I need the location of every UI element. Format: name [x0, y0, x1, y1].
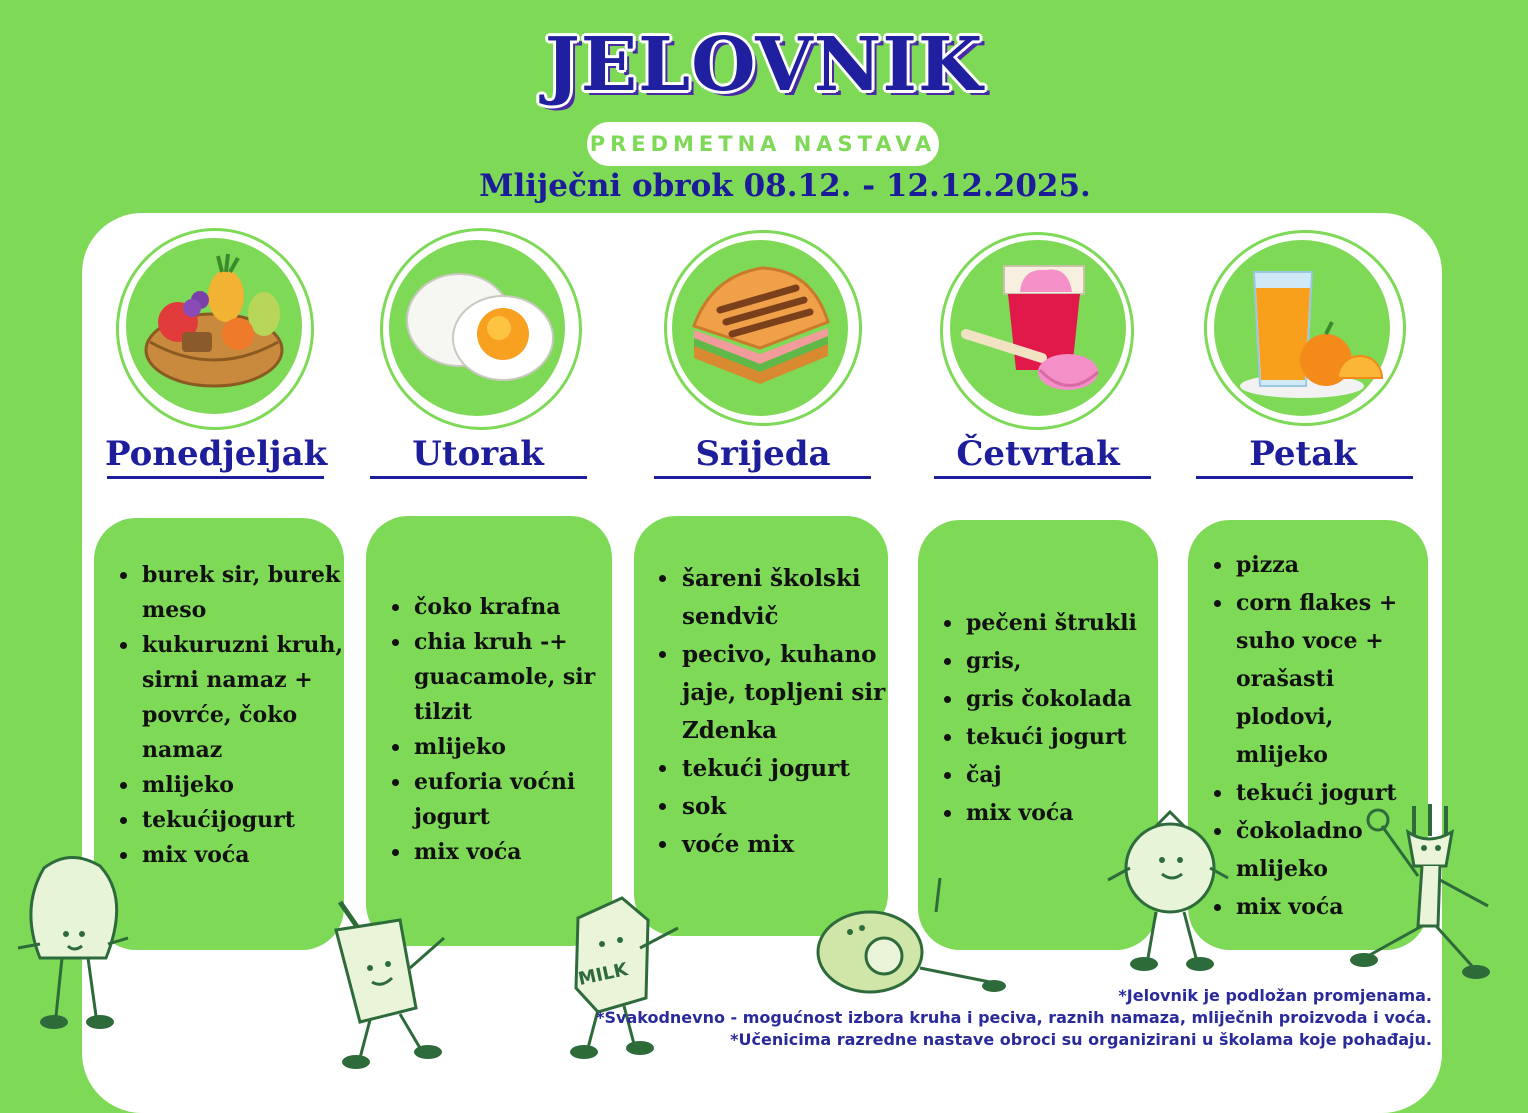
menu-card-utorak — [366, 516, 612, 946]
menu-item: • mix voća — [964, 794, 1158, 832]
menu-item: • čaj — [964, 756, 1158, 794]
menu-item: • čokoladno mlijeko — [1234, 812, 1428, 888]
menu-item: • euforia voćni jogurt — [412, 765, 612, 835]
menu-list — [634, 560, 888, 864]
menu-item: • voće mix — [680, 826, 888, 864]
menu-item: • tekući jogurt — [1234, 774, 1428, 812]
subtitle-badge: PREDMETNA NASTAVA — [587, 122, 939, 166]
menu-list — [366, 590, 612, 870]
footnote: *Svakodnevno - mogućnost izbora kruha i peciva, raznih namaza, mliječnih proizvoda i voća. — [596, 1008, 1432, 1027]
footnote: *Učenicima razredne nastave obroci su organizirani u školama koje pohađaju. — [730, 1030, 1432, 1049]
menu-item: • mix voća — [412, 835, 612, 870]
menu-item: • šareni školski sendvič — [680, 560, 888, 636]
day-name: Utorak — [412, 434, 544, 474]
menu-item: • tekući jogurt — [680, 750, 888, 788]
day-underline — [370, 476, 587, 479]
menu-item: • burek sir, burek meso — [140, 558, 344, 628]
avocado-mascot-icon — [800, 872, 1010, 1002]
circle-ring — [116, 228, 314, 430]
circle-ring — [1204, 230, 1406, 426]
menu-list — [918, 604, 1158, 832]
menu-item: • mix voća — [140, 838, 344, 873]
lettuce-mascot-icon — [10, 848, 140, 1038]
milk-carton-label: MILK — [576, 959, 630, 990]
menu-item: • čoko krafna — [412, 590, 612, 625]
day-name: Ponedjeljak — [105, 434, 328, 474]
menu-item: • mlijeko — [140, 768, 344, 803]
menu-item: • pečeni štrukli — [964, 604, 1158, 642]
circle-ring — [380, 228, 582, 430]
menu-item: • gris čokolada — [964, 680, 1158, 718]
menu-item: • pizza — [1234, 546, 1428, 584]
menu-item: • gris, — [964, 642, 1158, 680]
page-title: JELOVNIK — [544, 22, 984, 108]
menu-item: • corn flakes + suho voce + orašasti plodovi, mlijeko — [1234, 584, 1428, 774]
day-name: Srijeda — [695, 434, 831, 474]
menu-item: • tekućijogurt — [140, 803, 344, 838]
drink-cup-mascot-icon — [310, 898, 470, 1074]
menu-item: • kukuruzni kruh, sirni namaz + povrće, čoko namaz — [140, 628, 344, 768]
menu-item: • mix voća — [1234, 888, 1428, 926]
menu-item: • tekući jogurt — [964, 718, 1158, 756]
menu-list — [94, 558, 344, 873]
circle-ring — [940, 232, 1134, 430]
date-range: Mliječni obrok 08.12. - 12.12.2025. — [479, 168, 1091, 204]
tomato-mascot-icon — [1100, 808, 1240, 978]
day-underline — [654, 476, 871, 479]
day-underline — [1196, 476, 1413, 479]
footnote: *Jelovnik je podložan promjenama. — [1118, 986, 1432, 1005]
menu-item: • pecivo, kuhano jaje, topljeni sir Zdenka — [680, 636, 888, 750]
circle-ring — [664, 230, 862, 426]
day-underline — [107, 476, 324, 479]
day-name: Petak — [1249, 434, 1357, 474]
footnotes — [596, 985, 1432, 1051]
menu-item: • sok — [680, 788, 888, 826]
day-underline — [934, 476, 1151, 479]
fork-mascot-icon — [1348, 796, 1508, 992]
day-name: Četvrtak — [956, 434, 1120, 474]
menu-item: • chia kruh -+ guacamole, sir tilzit — [412, 625, 612, 730]
menu-item: • mlijeko — [412, 730, 612, 765]
